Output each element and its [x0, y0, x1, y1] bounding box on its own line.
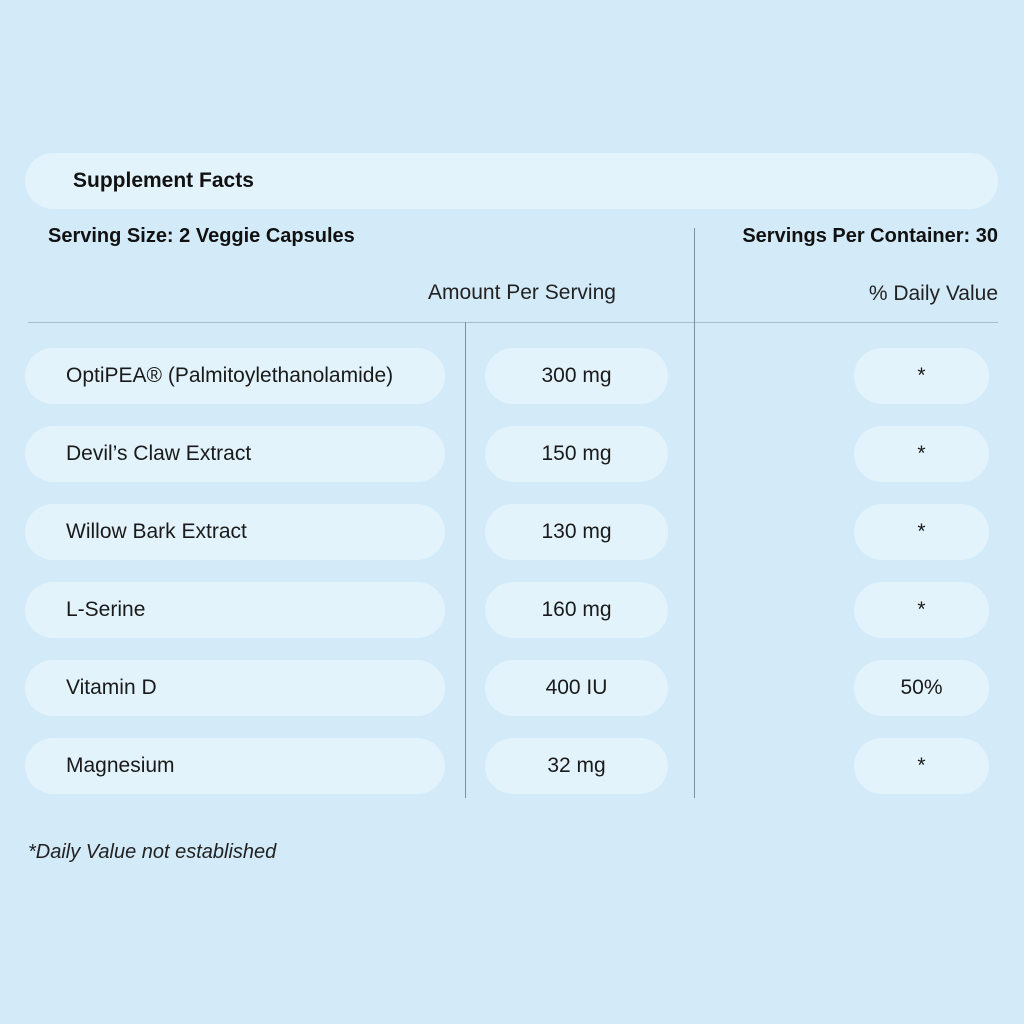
ingredient-row: [0, 426, 1024, 482]
ingredient-name: Devil’s Claw Extract: [25, 426, 445, 482]
ingredient-name: Vitamin D: [25, 660, 445, 716]
ingredient-daily-value: *: [854, 348, 989, 404]
title-banner: [25, 153, 998, 209]
ingredient-name: Magnesium: [25, 738, 445, 794]
ingredient-row: [0, 660, 1024, 716]
ingredient-daily-value: 50%: [854, 660, 989, 716]
page-title: Supplement Facts: [73, 169, 254, 192]
ingredient-name: Willow Bark Extract: [25, 504, 445, 560]
ingredient-daily-value: *: [854, 738, 989, 794]
ingredient-amount: 130 mg: [485, 504, 668, 560]
ingredient-row: [0, 582, 1024, 638]
serving-size: Serving Size: 2 Veggie Capsules: [48, 225, 355, 247]
ingredient-row: [0, 738, 1024, 794]
ingredient-name: OptiPEA® (Palmitoylethanolamide): [25, 348, 445, 404]
ingredient-amount: 400 IU: [485, 660, 668, 716]
ingredient-row: [0, 348, 1024, 404]
ingredient-daily-value: *: [854, 582, 989, 638]
ingredient-amount: 300 mg: [485, 348, 668, 404]
ingredient-amount: 32 mg: [485, 738, 668, 794]
header-divider: [28, 322, 998, 323]
ingredient-list: [0, 348, 1024, 816]
servings-per-container: Servings Per Container: 30: [742, 225, 998, 247]
ingredient-name: L-Serine: [25, 582, 445, 638]
amount-per-serving-header: Amount Per Serving: [428, 281, 616, 304]
ingredient-daily-value: *: [854, 504, 989, 560]
ingredient-amount: 160 mg: [485, 582, 668, 638]
ingredient-amount: 150 mg: [485, 426, 668, 482]
ingredient-row: [0, 504, 1024, 560]
daily-value-header: % Daily Value: [868, 282, 998, 305]
daily-value-footnote: *Daily Value not established: [28, 841, 277, 863]
ingredient-daily-value: *: [854, 426, 989, 482]
